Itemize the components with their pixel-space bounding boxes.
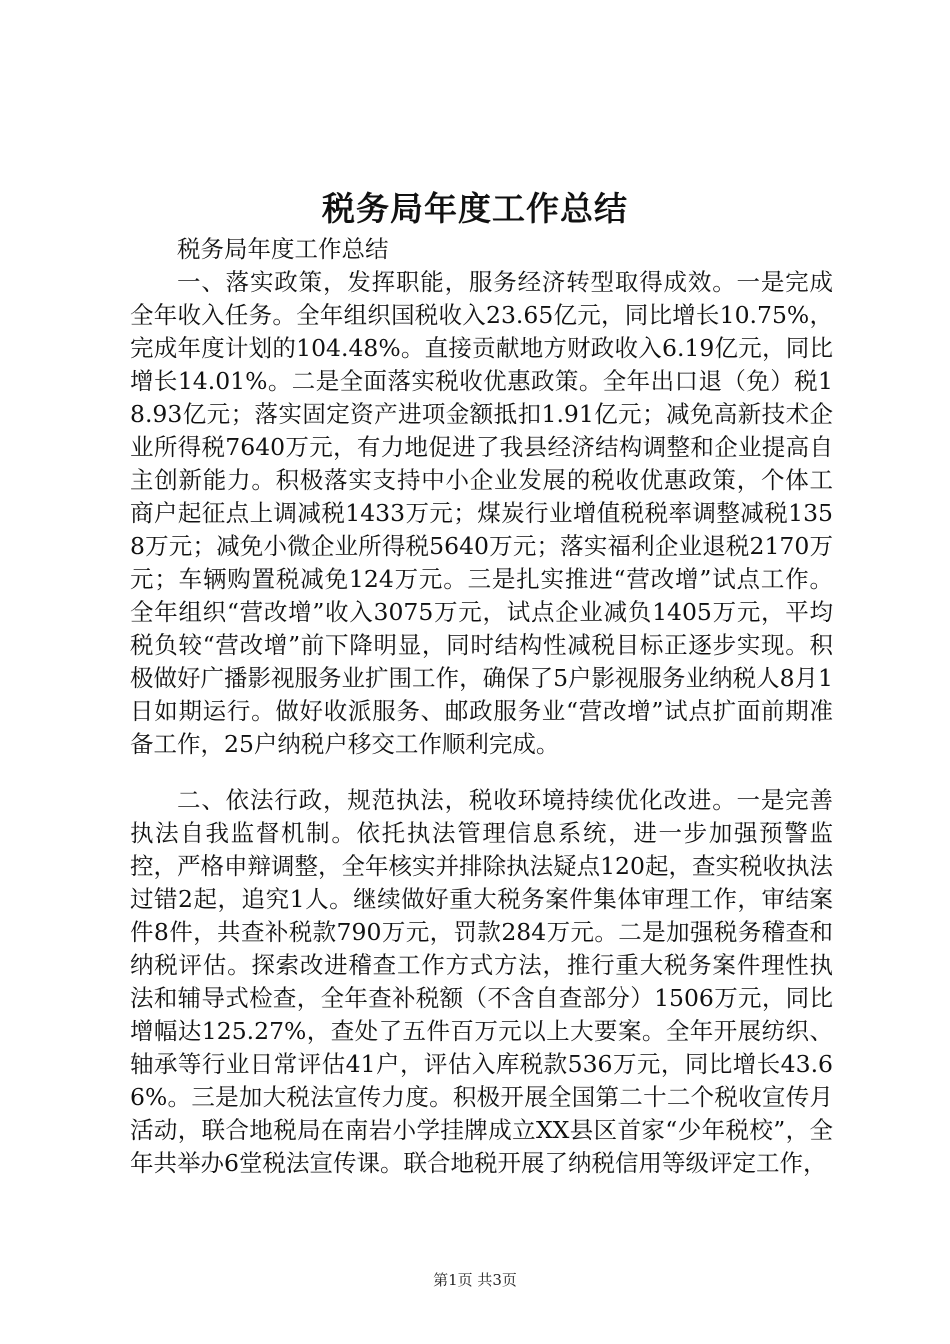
paragraph-1	[130, 266, 833, 761]
paragraph-1-text: 一、落实政策，发挥职能，服务经济转型取得成效。一是完成全年收入任务。全年组织国税收入23.65亿元，同比增长10.75%，完成年度计划的104.48%。直接贡献地方财政收入6.19亿元，同比增长14.01%。二是全面落实税收优惠政策。全年出口退（免）税18.93亿元；落实固定资产进项金额抵扣1.91亿元；减免高新技术企业所得税7640万元，有力地促进了我县经济结构调整和企业提高自主创新能力。积极落实支持中小企业发展的税收优惠政策，个体工商户起征点上调减税1433万元；煤炭行业增值税税率调整减税1358万元；减免小微企业所得税5640万元；落实福利企业退税2170万元；车辆购置税减免124万元。三是扎实推进“营改增”试点工作。全年组织“营改增”收入3075万元，试点企业减负1405万元，平均税负较“营改增”前下降明显，同时结构性减税目标正逐步实现。积极做好广播影视服务业扩围工作，确保了5户影视服务业纳税人8月1日如期运行。做好收派服务、邮政服务业“营改增”试点扩面前期准备工作，25户纳税户移交工作顺利完成。	[130, 268, 833, 758]
document-title: 税务局年度工作总结	[322, 189, 628, 228]
paragraph-2-text: 二、依法行政，规范执法，税收环境持续优化改进。一是完善执法自我监督机制。依托执法管理信息系统，进一步加强预警监控，严格申辩调整，全年核实并排除执法疑点120起，查实税收执法过错2起，追究1人。继续做好重大税务案件集体审理工作，审结案件8件，共查补税款790万元，罚款284万元。二是加强税务稽查和纳税评估。探索改进稽查工作方式方法，推行重大税务案件理性执法和辅导式检查，全年查补税额（不含自查部分）1506万元，同比增幅达125.27%，查处了五件百万元以上大要案。全年开展纺织、轴承等行业日常评估41户，评估入库税款536万元，同比增长43.66%。三是加大税法宣传力度。积极开展全国第二十二个税收宣传月活动，联合地税局在南岩小学挂牌成立XX县区首家“少年税校”，全年共举办6堂税法宣传课。联合地税开展了纳税信用等级评定工作，	[130, 786, 833, 1177]
document-subtitle	[130, 233, 833, 266]
paragraph-2	[130, 784, 833, 1180]
subtitle-text: 税务局年度工作总结	[177, 235, 389, 263]
page-footer: 第1页 共3页	[433, 1271, 517, 1289]
